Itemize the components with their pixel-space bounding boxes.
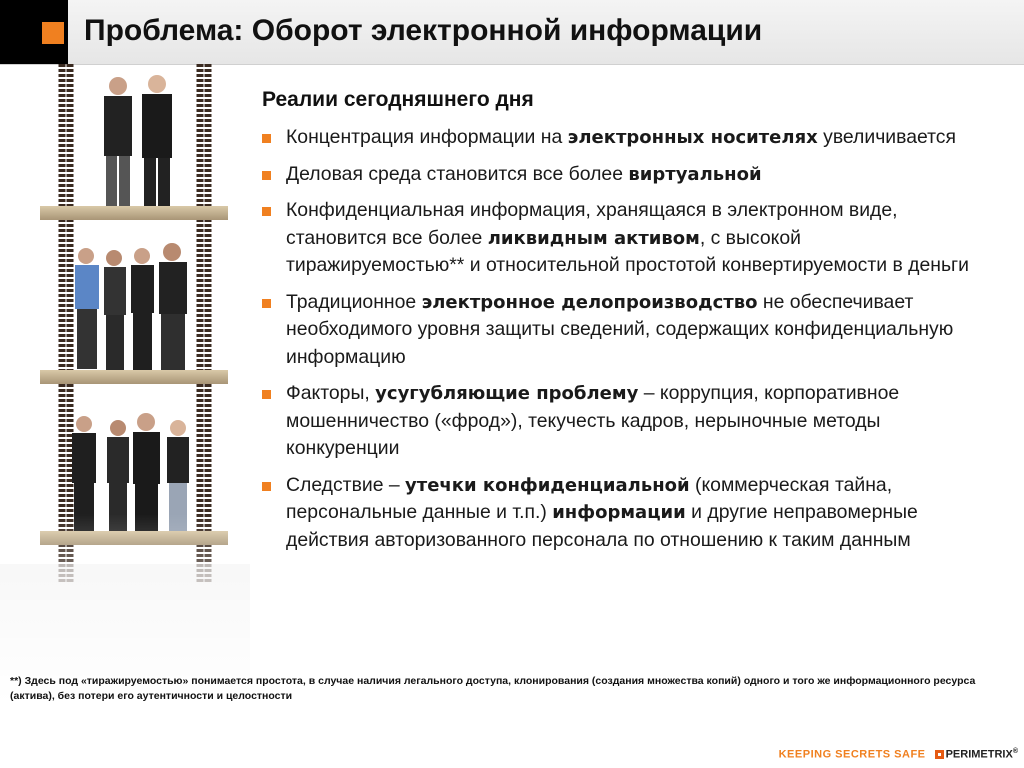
bullet-emphasis: электронное делопроизводство [421,291,758,313]
bullet-text: Концентрация информации на [286,126,568,148]
plank-2 [40,370,228,384]
bullet-emphasis: ликвидным активом [487,227,700,249]
bullet-text: и другие неправомерные действия авторизованного персонала по отношению к таким данным [286,501,918,551]
bullet-text: увеличивается [817,126,957,148]
bullet-text: , с высокой тиражируемостью** и относительной простотой конвертируемости в деньги [286,226,969,276]
title-bar [0,0,1024,65]
slide-title: Проблема: Оборот электронной информации [84,14,763,47]
footer-brand-mark: ® [1012,748,1018,755]
bullet-emphasis: электронных носителях [567,127,818,148]
bullet-text: Факторы, [286,382,376,404]
bullet-emphasis: информации [552,502,686,523]
title-orange-square [42,22,64,44]
footer [779,748,1018,761]
bullet-text: Деловая среда становится все более [286,162,629,185]
people-level-2 [75,243,187,370]
bullet-item [262,380,982,463]
bullet-text: Следствие – [286,473,406,496]
people-level-1 [104,75,172,206]
bullet-list [262,124,982,563]
bullet-text: Конфиденциальная информация, хранящаяся в электронном виде, становится все более [286,199,898,249]
bullet-item [262,289,982,372]
rope-left [62,64,70,584]
illustration-svg [0,64,250,704]
bullet-emphasis: утечки конфиденциальной [405,474,690,496]
section-title: Реалии сегодняшнего дня [262,88,534,111]
bullet-item [262,197,982,280]
bullet-square-icon [262,299,271,308]
footnote: **) Здесь под «тиражируемостью» понимается простота, в случае наличия легального доступа, клонирования (создания множества копий) одного и того же информационного ресурса (актива), без потери его аутентичности и целостности [10,675,976,702]
footer-slogan: KEEPING SECRETS SAFE [778,748,926,761]
bullet-item [262,161,982,189]
plank-1 [40,206,228,220]
rope-right [200,64,208,584]
bullet-text: – коррупция, корпоративное мошенничество («фрод»), текучесть кадров, нерыночные методы конкуренции [286,382,900,459]
bullet-text: Традиционное [286,290,422,313]
bullet-square-icon [262,171,271,180]
bullet-emphasis: виртуальной [628,163,762,185]
bullet-square-icon [262,390,271,399]
bullet-text: (коммерческая тайна, персональные данные и т.п.) [286,473,893,523]
people-on-rope-ladder-icon [0,64,250,704]
bullet-square-icon [262,134,271,143]
bullet-emphasis: усугубляющие проблему [375,383,639,404]
bullet-item [262,472,982,555]
bullet-text: не обеспечивает необходимого уровня защиты сведений, содержащих конфиденциальную информацию [286,290,954,368]
bullet-square-icon [262,207,271,216]
bullet-item [262,124,982,152]
perimetrix-logo-icon [935,750,944,759]
bullet-square-icon [262,482,271,491]
footer-brand: PERIMETRIX [945,748,1013,761]
people-level-3 [72,413,189,531]
